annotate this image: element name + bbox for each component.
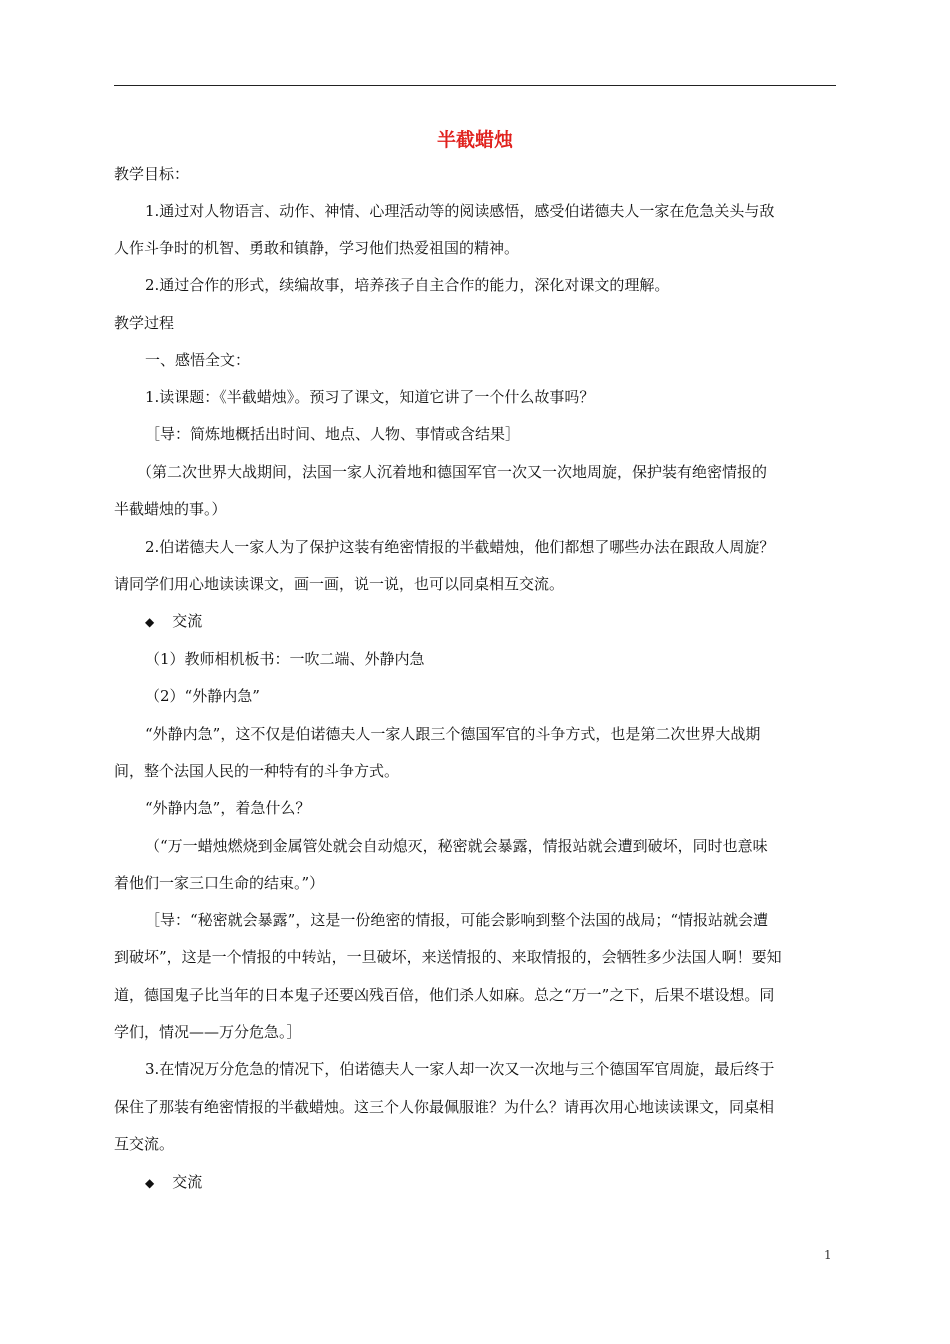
paragraph-line: 1.通过对人物语言、动作、神情、心理活动等的阅读感悟，感受伯诺德夫人一家在危急关头与敌: [145, 202, 775, 220]
paragraph-line: 2.通过合作的形式，续编故事，培养孩子自主合作的能力，深化对课文的理解。: [145, 276, 670, 294]
diamond-bullet-icon: ◆: [145, 1176, 155, 1190]
paragraph-line: 1.读课题：《半截蜡烛》。预习了课文，知道它讲了一个什么故事吗？: [145, 388, 595, 406]
header-rule: [114, 85, 836, 86]
paragraph-line: 保住了那装有绝密情报的半截蜡烛。这三个人你最佩服谁？为什么？请再次用心地读读课文，同桌相: [114, 1098, 775, 1116]
paragraph-line: “外静内急”，着急什么？: [145, 799, 311, 817]
paragraph-line: （第二次世界大战期间，法国一家人沉着地和德国军官一次又一次地周旋，保护装有绝密情报的: [137, 463, 768, 481]
diamond-bullet-icon: ◆: [145, 615, 155, 629]
section-heading-process: 教学过程: [114, 314, 175, 332]
guide-note: 道，德国鬼子比当年的日本鬼子还要凶残百倍，他们杀人如麻。总之“万一”之下，后果不堪设想。同: [114, 986, 775, 1004]
subsection-heading: 一、感悟全文：: [145, 351, 251, 369]
page-number: 1: [824, 1248, 832, 1262]
bullet-item: [145, 611, 202, 632]
paragraph-line: 着他们一家三口生命的结束。”）: [114, 874, 325, 892]
paragraph-line: 间，整个法国人民的一种特有的斗争方式。: [114, 762, 400, 780]
guide-note: 学们，情况——万分危急。］: [114, 1023, 302, 1041]
paragraph-line: 请同学们用心地读读课文，画一画，说一说，也可以同桌相互交流。: [114, 575, 565, 593]
guide-note: ［导：简炼地概括出时间、地点、人物、事情或含结果］: [145, 425, 521, 443]
paragraph-line: 3.在情况万分危急的情况下，伯诺德夫人一家人却一次又一次地与三个德国军官周旋，最后终于: [145, 1060, 775, 1078]
document-title: 半截蜡烛: [436, 129, 513, 151]
paragraph-line: （1）教师相机板书：一吹二端、外静内急: [145, 650, 425, 668]
paragraph-line: （“万一蜡烛燃烧到金属管处就会自动熄灭，秘密就会暴露，情报站就会遭到破坏，同时也意味: [145, 837, 768, 855]
paragraph-line: 半截蜡烛的事。）: [114, 500, 227, 518]
bullet-item: [145, 1172, 202, 1193]
bullet-label: 交流: [172, 612, 203, 630]
section-heading-objectives: 教学目标：: [114, 165, 190, 183]
paragraph-line: “外静内急”，这不仅是伯诺德夫人一家人跟三个德国军官的斗争方式，也是第二次世界大战期: [145, 725, 761, 743]
paragraph-line: 互交流。: [114, 1135, 175, 1153]
paragraph-line: （2）“外静内急”: [145, 687, 260, 705]
paragraph-line: 2.伯诺德夫人一家人为了保护这装有绝密情报的半截蜡烛，他们都想了哪些办法在跟敌人周旋？: [145, 538, 775, 556]
guide-note: ［导：“秘密就会暴露”，这是一份绝密的情报，可能会影响到整个法国的战局；“情报站就会遭: [145, 911, 769, 929]
bullet-label: 交流: [172, 1173, 203, 1191]
paragraph-line: 人作斗争时的机智、勇敢和镇静，学习他们热爱祖国的精神。: [114, 239, 520, 257]
guide-note: 到破坏”，这是一个情报的中转站，一旦破坏，来送情报的、来取情报的，会牺牲多少法国人啊！要知: [114, 948, 782, 966]
